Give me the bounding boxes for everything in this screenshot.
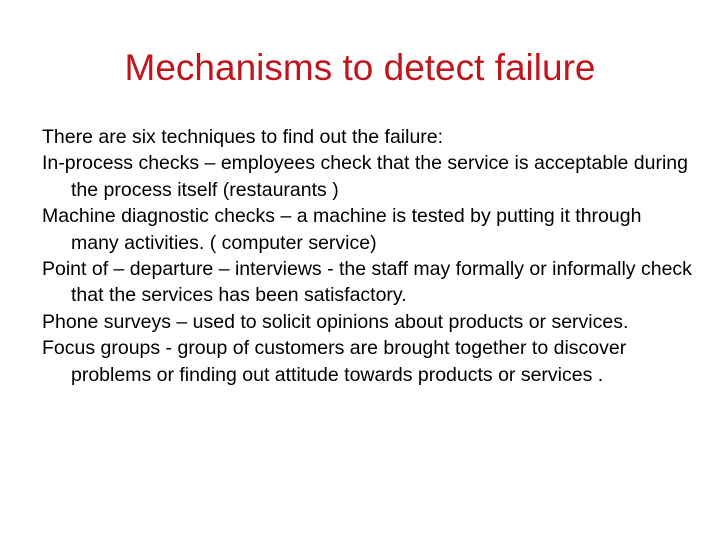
point-of-departure-paragraph: Point of – departure – interviews - the staff may formally or informally check that the services has been satisfactory. <box>42 258 692 307</box>
focus-groups-paragraph: Focus groups - group of customers are brought together to discover problems or finding out attitude towards products or services . <box>42 337 627 386</box>
in-process-checks-paragraph: In-process checks – employees check that the service is acceptable during the process itself (restaurants ) <box>42 152 688 201</box>
intro-paragraph: There are six techniques to find out the failure: <box>42 126 444 148</box>
machine-diagnostic-checks-paragraph: Machine diagnostic checks – a machine is tested by putting it through many activities. ( computer service) <box>42 205 642 254</box>
phone-surveys-paragraph: Phone surveys – used to solicit opinions about products or services. <box>42 310 629 333</box>
slide-title: Mechanisms to detect failure <box>124 47 596 88</box>
slide-body <box>42 124 692 388</box>
